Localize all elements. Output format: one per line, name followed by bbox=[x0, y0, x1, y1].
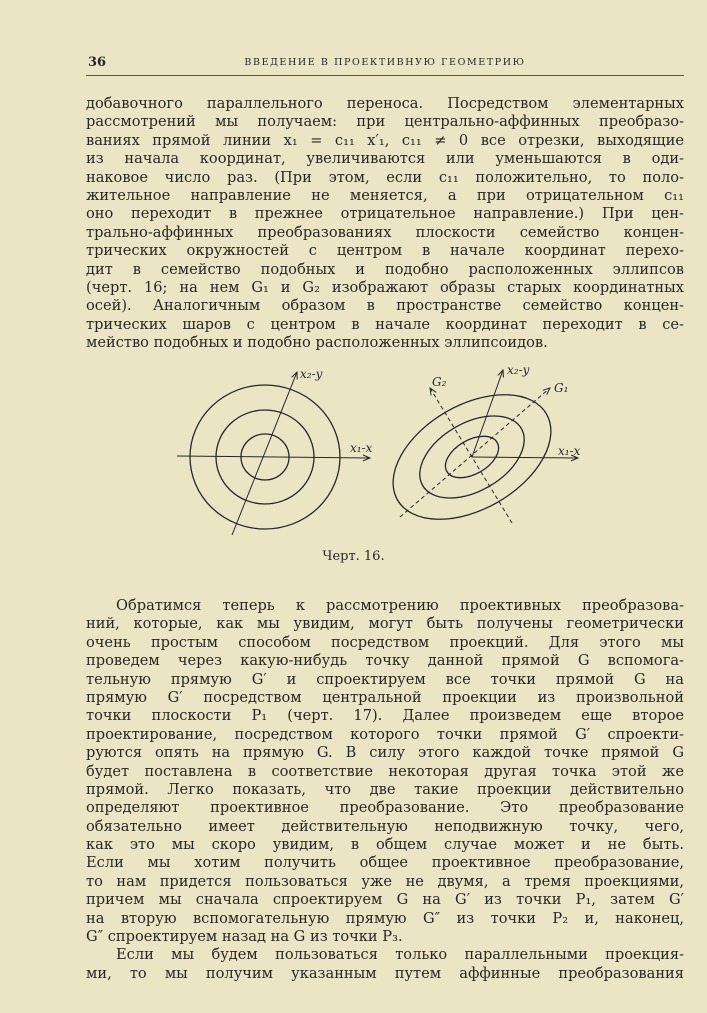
text-line: ний, которые, как мы увидим, могут быть получены геометрически bbox=[86, 615, 684, 633]
text-line: очень простым способом посредством проекций. Для этого мы bbox=[86, 633, 684, 651]
text-line: Если мы будем пользоваться только параллельными проекция- bbox=[116, 946, 684, 964]
text-line: прямой. Легко показать, что две такие проекции действительно bbox=[86, 780, 684, 798]
text-line: будет поставлена в соответствие некоторая другая точка этой же bbox=[86, 762, 684, 780]
text-line: трических шаров с центром в начале координат переходит в се- bbox=[86, 315, 684, 333]
left-y-label: x₂-y bbox=[300, 367, 323, 381]
text-line: Если мы хотим получить общее проективное преобразование, bbox=[86, 854, 684, 872]
figure-caption: Черт. 16. bbox=[322, 549, 385, 564]
text-line: как это мы скоро увидим, в общем случае может и не быть. bbox=[86, 836, 684, 854]
g2-label: G₂ bbox=[432, 375, 447, 389]
text-line: точки плоскости P₁ (черт. 17). Далее произведем еще второе bbox=[86, 707, 684, 725]
text-line: рассмотрений мы получаем: при центрально-аффинных преобразо- bbox=[86, 113, 684, 131]
right-x-label: x₁-x bbox=[558, 444, 581, 458]
text-line: дит в семейство подобных и подобно расположенных эллипсов bbox=[86, 260, 684, 278]
right-diagram bbox=[372, 363, 581, 540]
page-number: 36 bbox=[88, 55, 107, 70]
text-line: ми, то мы получим указанным путем аффинные преобразования bbox=[86, 964, 684, 982]
text-line: трических окружностей с центром в начале координат перехо- bbox=[86, 242, 684, 260]
text-line: G″ спроектируем назад на G из точки P₃. bbox=[86, 928, 403, 946]
text-line: добавочного параллельного переноса. Посредством элементарных bbox=[86, 95, 684, 112]
text-line: проведем через какую-нибудь точку данной прямой G вспомога- bbox=[86, 652, 684, 670]
g1-axis bbox=[400, 388, 550, 517]
text-line: проектирование, посредством которого точки прямой G′ спроекти- bbox=[86, 725, 684, 743]
outer-ellipse bbox=[372, 369, 573, 540]
text-line: жительное направление не меняется, а при отрицательном c₁₁ bbox=[86, 186, 684, 204]
text-line: обязательно имеет действительную неподвижную точку, чего, bbox=[86, 817, 684, 835]
running-title: ВВЕДЕНИЕ В ПРОЕКТИВНУЮ ГЕОМЕТРИЮ bbox=[244, 57, 526, 68]
text-line: мейство подобных и подобно расположенных эллипсоидов. bbox=[86, 334, 548, 352]
text-line: то нам придется пользоваться уже не двумя, а тремя проекциями, bbox=[86, 872, 684, 890]
text-line: руются опять на прямую G. В силу этого каждой точке прямой G bbox=[86, 744, 684, 762]
text-line: на вторую вспомогательную прямую G″ из точки P₂ и, наконец, bbox=[86, 909, 684, 927]
text-line: причем мы сначала спроектируем G на G′ из точки P₁, затем G′ bbox=[86, 891, 684, 909]
paragraph-1 bbox=[86, 95, 684, 352]
text-line: тельную прямую G′ и спроектируем все точки прямой G на bbox=[86, 670, 684, 688]
text-line: прямую G′ посредством центральной проекции из произвольной bbox=[86, 688, 684, 706]
left-diagram bbox=[177, 367, 373, 535]
text-line: (черт. 16; на нем G₁ и G₂ изображают образы старых координатных bbox=[86, 278, 684, 296]
text-line: из начала координат, увеличиваются или уменьшаются в оди- bbox=[86, 150, 684, 168]
g2-axis bbox=[430, 388, 512, 523]
text-line: трально-аффинных преобразованиях плоскости семейство концен- bbox=[86, 223, 684, 241]
text-line: наковое число раз. (При этом, если c₁₁ положительно, то поло- bbox=[86, 168, 684, 186]
figure-16 bbox=[150, 360, 610, 540]
left-x-label: x₁-x bbox=[350, 441, 373, 455]
text-line: оно переходит в прежнее отрицательное направление.) При цен- bbox=[86, 205, 684, 223]
paragraph-2 bbox=[86, 597, 684, 983]
text-line: осей). Аналогичным образом в пространстве семейство концен- bbox=[86, 297, 684, 315]
right-y-label: x₂-y bbox=[507, 363, 530, 377]
text-line: ваниях прямой линии x₁ = c₁₁ x′₁, c₁₁ ≠ 0 все отрезки, выходящие bbox=[86, 131, 684, 149]
text-line: определяют проективное преобразование. Это преобразование bbox=[86, 799, 684, 817]
x-axis bbox=[177, 456, 370, 458]
page-header bbox=[86, 55, 684, 76]
text-line: Обратимся теперь к рассмотрению проективных преобразова- bbox=[116, 597, 684, 614]
g1-label: G₁ bbox=[554, 381, 569, 395]
